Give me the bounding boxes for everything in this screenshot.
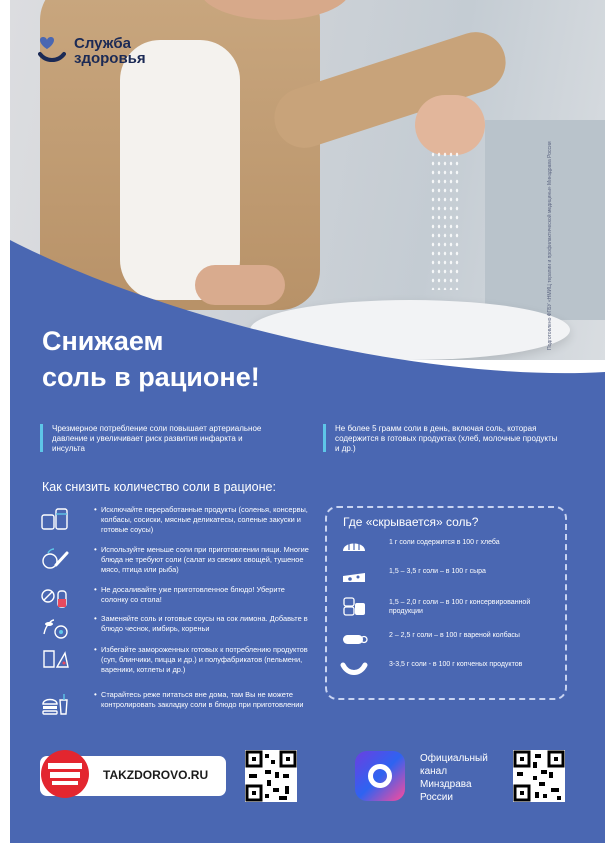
- sausage-icon: [340, 628, 368, 650]
- tip-text: Исключайте переработанные продукты (соленья, консервы, колбасы, сосиски, мясные деликатесы, соленые закуски и готовые соусы): [101, 505, 308, 534]
- tip-text: Старайтесь реже питаться вне дома, там Вы не можете контролировать закладку соли в блюдо при приготовлении: [101, 690, 304, 709]
- hidden-salt-text: 3-3,5 г соли - в 100 г копченых продуктов: [389, 661, 523, 668]
- tip-item: [40, 690, 310, 720]
- hidden-salt-row: [340, 595, 560, 617]
- hidden-salt-row: [340, 564, 560, 586]
- tip-bullet: •: [94, 614, 97, 623]
- tip-bullet: •: [94, 585, 97, 594]
- max-app-icon[interactable]: [355, 751, 405, 801]
- tip-bullet: •: [94, 545, 97, 554]
- tip-bullet: •: [94, 505, 97, 514]
- tip-text: Не досаливайте уже приготовленное блюдо! Уберите солонку со стола!: [101, 585, 285, 604]
- smoked-sausage-icon: [340, 657, 368, 679]
- tip-bullet: •: [94, 690, 97, 699]
- hidden-salt-title: Где «скрывается» соль?: [343, 515, 479, 529]
- cheese-icon: [340, 564, 368, 586]
- fast-food-icon: [40, 690, 70, 718]
- hidden-salt-row: [340, 657, 560, 679]
- tip-item: [40, 614, 310, 644]
- tip-text: Используйте меньше соли при приготовлении пищи. Многие блюда не требуют соли (салат из свежих овощей, тушеное мясо, птица или рыба): [101, 545, 309, 574]
- how-title: Как снизить количество соли в рационе:: [42, 480, 276, 494]
- qr-code-icon: [245, 750, 297, 802]
- no-salt-shaker-icon: [40, 585, 70, 613]
- hidden-salt-text: 1,5 – 3,5 г соли – в 100 г сыра: [389, 568, 486, 575]
- hidden-salt-text: 2 – 2,5 г соли – в 100 г вареной колбасы: [389, 632, 520, 639]
- tip-text: Избегайте замороженных готовых к потреблению продуктов (суп, блинчики, пицца и др.) и полуфабрикатов (пельмени, вареники, котлеты и др.): [101, 645, 308, 674]
- tip-text: Заменяйте соль и готовые соусы на сок лимона. Добавьте в блюдо чеснок, имбирь, кореньи: [101, 614, 308, 633]
- tip-bullet: •: [94, 645, 97, 654]
- canned-food-icon: [40, 505, 70, 533]
- hidden-salt-text: 1,5 – 2,0 г соли – в 100 г консервированной продукции: [389, 599, 531, 615]
- frozen-food-icon: [40, 645, 70, 673]
- qr-code-icon: [513, 750, 565, 802]
- logo-text: Служба здоровья: [74, 35, 146, 67]
- intro-text-right: Не более 5 грамм соли в день, включая соль, которая содержится в готовых продуктах (хлеб, молочные продукты и др.): [323, 424, 560, 454]
- photo-tee: [120, 40, 240, 300]
- vegetables-icon: [40, 545, 70, 573]
- photo-hand-fork: [195, 265, 285, 305]
- cans-icon: [340, 595, 368, 617]
- ty-silnee-badge-icon: [40, 749, 90, 799]
- official-channel-text: Официальный канал Минздрава России: [420, 753, 488, 803]
- heart-logo-icon: [38, 36, 66, 66]
- tip-item: [40, 645, 310, 675]
- herbs-lemon-icon: [40, 614, 70, 642]
- hidden-salt-row: [340, 535, 560, 557]
- photo-credit: Подготовлено ФГБУ «НМИЦ терапии и профилактической медицины» Минздрава России: [547, 141, 553, 350]
- salt-sprinkle: [430, 150, 460, 290]
- tip-item: [40, 585, 310, 615]
- hidden-salt-row: [340, 628, 560, 650]
- page-title: Снижаем соль в рационе!: [42, 326, 260, 392]
- hidden-salt-text: 1 г соли содержится в 100 г хлеба: [389, 539, 500, 546]
- photo-window: [485, 120, 605, 320]
- tip-item: [40, 545, 310, 575]
- intro-text-left: Чрезмерное потребление соли повышает артериальное давление и увеличивает риск развития инфаркта и инсульта: [40, 424, 267, 454]
- site-link[interactable]: TAKZDOROVO.RU: [103, 768, 209, 782]
- tip-item: [40, 505, 310, 535]
- logo: [38, 36, 146, 66]
- bread-icon: [340, 535, 368, 557]
- photo-hand: [415, 95, 485, 155]
